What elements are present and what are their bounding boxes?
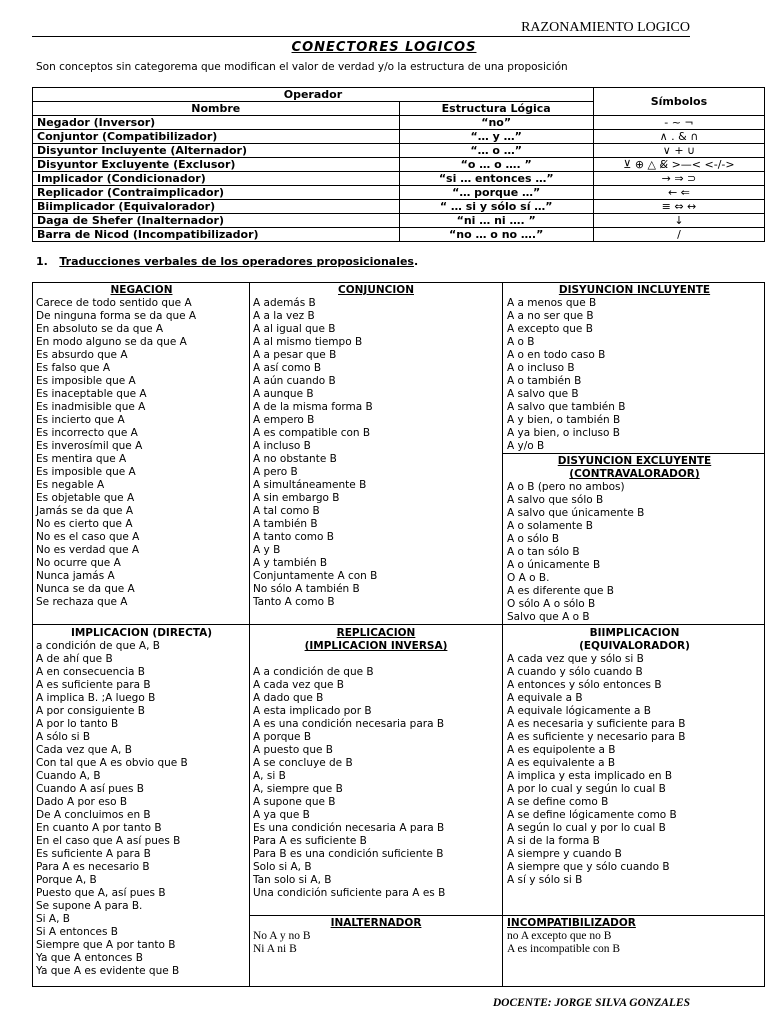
- operator-row: [33, 116, 765, 130]
- biimplicacion-cell: [507, 627, 762, 887]
- operator-symbols: → ⇒ ⊃: [593, 172, 764, 186]
- negacion-item: Es inverosímil que A: [36, 440, 143, 452]
- operator-name: Biimplicador (Equivalorador): [33, 200, 400, 214]
- disyuncion-excluyente-item: A salvo que únicamente B: [507, 507, 645, 519]
- biimplicacion-item: A cada vez que y sólo si B: [507, 653, 644, 665]
- implicacion-title: IMPLICACION (DIRECTA): [70, 627, 213, 639]
- replicacion-item: Solo si A, B: [253, 861, 312, 873]
- disyuncion-incluyente-item: A a no ser que B: [507, 310, 594, 322]
- negacion-item: De ninguna forma se da que A: [36, 310, 197, 322]
- operator-name: Disyuntor Excluyente (Exclusor): [33, 158, 400, 172]
- translations-grid: [32, 282, 765, 987]
- biimplicacion-item: A es equivalente a B: [507, 757, 616, 769]
- operator-row: [33, 144, 765, 158]
- negacion-item: Nunca se da que A: [36, 583, 135, 595]
- conjuncion-item: A así como B: [253, 362, 322, 374]
- replicacion-item: A esta implicado por B: [253, 705, 372, 717]
- header-title: RAZONAMIENTO LOGICO: [521, 20, 690, 35]
- conjuncion-item: A tanto como B: [253, 531, 334, 543]
- operators-table: [32, 87, 765, 242]
- disyuncion-excluyente-item: A o únicamente B: [507, 559, 601, 571]
- operator-symbols: /: [593, 228, 764, 242]
- docente: DOCENTE: JORGE SILVA GONZALES: [492, 997, 690, 1009]
- negacion-item: Nunca jamás A: [36, 570, 115, 582]
- conjuncion-item: A tal como B: [253, 505, 320, 517]
- conjuncion-item: A de la misma forma B: [253, 401, 373, 413]
- disyuncion-incluyente-item: A o también B: [507, 375, 582, 387]
- conjuncion-item: A aún cuando B: [253, 375, 336, 387]
- implicacion-item: Ya que A entonces B: [36, 952, 143, 964]
- negacion-item: No es cierto que A: [36, 518, 133, 530]
- grid-divider: [503, 453, 764, 454]
- implicacion-item: A es suficiente para B: [36, 679, 151, 691]
- conjuncion-item: No sólo A también B: [253, 583, 360, 595]
- replicacion-item: A ya que B: [253, 809, 310, 821]
- implicacion-item: Cuando A, B: [36, 770, 101, 782]
- implicacion-item: Dado A por eso B: [36, 796, 128, 808]
- biimplicacion-item: A por lo cual y según lo cual B: [507, 783, 666, 795]
- operator-symbols: ∨ + ∪: [593, 144, 764, 158]
- operator-name: Daga de Shefer (Inalternador): [33, 214, 400, 228]
- operator-structure: “ … si y sólo sí …”: [399, 200, 593, 214]
- negacion-item: Es incorrecto que A: [36, 427, 138, 439]
- disyuncion-incluyente-item: A ya bien, o incluso B: [507, 427, 620, 439]
- conjuncion-item: A simultáneamente B: [253, 479, 367, 491]
- conjuncion-title: CONJUNCION: [338, 284, 414, 296]
- replicacion-item: A cada vez que B: [253, 679, 345, 691]
- conjuncion-cell: [253, 284, 499, 609]
- disyuncion-incluyente-item: A o incluso B: [507, 362, 575, 374]
- implicacion-item: Para A es necesario B: [36, 861, 150, 873]
- conjuncion-item: A además B: [253, 297, 316, 309]
- negacion-item: Se rechaza que A: [36, 596, 128, 608]
- negacion-item: Es imposible que A: [36, 466, 136, 478]
- implicacion-item: Ya que A es evidente que B: [36, 965, 180, 977]
- disyuncion-incluyente-item: A o B: [507, 336, 535, 348]
- inalternador-cell: [253, 917, 499, 956]
- operator-symbols: ∧ . & ∩: [593, 130, 764, 144]
- conjuncion-item: A al mismo tiempo B: [253, 336, 363, 348]
- replicacion-subtitle: (IMPLICACION INVERSA): [304, 640, 448, 652]
- negacion-item: No ocurre que A: [36, 557, 121, 569]
- operator-structure: “si … entonces …”: [399, 172, 593, 186]
- operator-symbols: ← ⇐: [593, 186, 764, 200]
- conjuncion-item: A es compatible con B: [253, 427, 371, 439]
- replicacion-item: A a condición de que B: [253, 666, 374, 678]
- replicacion-item: A puesto que B: [253, 744, 333, 756]
- operator-row: [33, 214, 765, 228]
- disyuncion-excluyente-item: A o tan sólo B: [507, 546, 580, 558]
- disyuncion-excluyente-item: A o solamente B: [507, 520, 593, 532]
- operator-name: Barra de Nicod (Incompatibilizador): [33, 228, 400, 242]
- disyuncion-excluyente-title: DISYUNCION EXCLUYENTE: [557, 455, 712, 467]
- grid-divider: [250, 915, 764, 916]
- biimplicacion-item: A es necesaria y suficiente para B: [507, 718, 686, 730]
- implicacion-item: En el caso que A así pues B: [36, 835, 181, 847]
- operator-structure: “… porque …”: [399, 186, 593, 200]
- disyuncion-excluyente-item: A es diferente que B: [507, 585, 614, 597]
- operator-structure: “o … o …. ”: [399, 158, 593, 172]
- operator-symbols: ≡ ⇔ ↔: [593, 200, 764, 214]
- implicacion-item: A implica B. ;A luego B: [36, 692, 156, 704]
- disyuncion-incluyente-item: A y bien, o también B: [507, 414, 621, 426]
- implicacion-item: Cuando A así pues B: [36, 783, 144, 795]
- replicacion-item: A, si B: [253, 770, 286, 782]
- implicacion-item: A en consecuencia B: [36, 666, 145, 678]
- header-rule: [32, 36, 690, 37]
- operator-structure: “… o …”: [399, 144, 593, 158]
- section-title: Traducciones verbales de los operadores proposicionales: [59, 255, 414, 268]
- conjuncion-item: A al igual que B: [253, 323, 336, 335]
- negacion-item: No es el caso que A: [36, 531, 140, 543]
- negacion-title: NEGACION: [110, 284, 173, 296]
- operator-structure: “no … o no ….”: [399, 228, 593, 242]
- replicacion-item: Para B es una condición suficiente B: [253, 848, 444, 860]
- biimplicacion-item: A sí y sólo si B: [507, 874, 583, 886]
- implicacion-item: Siempre que A por tanto B: [36, 939, 176, 951]
- incompatibilizador-item: no A excepto que no B: [507, 930, 612, 942]
- conjuncion-item: A empero B: [253, 414, 315, 426]
- conjuncion-item: Conjuntamente A con B: [253, 570, 378, 582]
- replicacion-item: A es una condición necesaria para B: [253, 718, 445, 730]
- negacion-item: Es falso que A: [36, 362, 111, 374]
- implicacion-item: Se supone A para B.: [36, 900, 143, 912]
- header-simbolos: Símbolos: [593, 88, 764, 116]
- operator-symbols: - ~ ¬: [593, 116, 764, 130]
- implicacion-cell: [36, 627, 247, 978]
- biimplicacion-subtitle: (EQUIVALORADOR): [579, 640, 690, 652]
- biimplicacion-item: A siempre y cuando B: [507, 848, 622, 860]
- replicacion-item: A supone que B: [253, 796, 336, 808]
- conjuncion-item: A a la vez B: [253, 310, 315, 322]
- biimplicacion-item: A si de la forma B: [507, 835, 600, 847]
- implicacion-item: A de ahí que B: [36, 653, 113, 665]
- implicacion-item: En cuanto A por tanto B: [36, 822, 162, 834]
- replicacion-item: Una condición suficiente para A es B: [253, 887, 446, 899]
- negacion-item: Jamás se da que A: [36, 505, 134, 517]
- operator-row: [33, 228, 765, 242]
- replicacion-item: A porque B: [253, 731, 312, 743]
- conjuncion-item: A también B: [253, 518, 318, 530]
- disyuncion-incluyente-cell: [507, 284, 762, 453]
- biimplicacion-item: A es equipolente a B: [507, 744, 616, 756]
- implicacion-item: a condición de que A, B: [36, 640, 160, 652]
- negacion-item: Es mentira que A: [36, 453, 127, 465]
- biimplicacion-item: A implica y esta implicado en B: [507, 770, 673, 782]
- operator-symbols: ↓: [593, 214, 764, 228]
- operator-row: [33, 200, 765, 214]
- negacion-item: Es imposible que A: [36, 375, 136, 387]
- replicacion-item: Es una condición necesaria A para B: [253, 822, 445, 834]
- operator-row: [33, 130, 765, 144]
- biimplicacion-item: A se define lógicamente como B: [507, 809, 677, 821]
- biimplicacion-item: A equivale a B: [507, 692, 583, 704]
- biimplicacion-item: A siempre que y sólo cuando B: [507, 861, 670, 873]
- implicacion-item: Con tal que A es obvio que B: [36, 757, 188, 769]
- inalternador-title: INALTERNADOR: [330, 917, 422, 929]
- conjuncion-item: A incluso B: [253, 440, 311, 452]
- biimplicacion-item: A cuando y sólo cuando B: [507, 666, 643, 678]
- replicacion-item: Para A es suficiente B: [253, 835, 367, 847]
- replicacion-title: REPLICACION: [336, 627, 416, 639]
- negacion-item: Es inadmisible que A: [36, 401, 146, 413]
- disyuncion-incluyente-item: A o en todo caso B: [507, 349, 606, 361]
- disyuncion-incluyente-item: A y/o B: [507, 440, 545, 452]
- negacion-item: En absoluto se da que A: [36, 323, 164, 335]
- operator-structure: “… y …”: [399, 130, 593, 144]
- doc-title: CONECTORES LOGICOS: [291, 40, 477, 55]
- disyuncion-incluyente-item: A excepto que B: [507, 323, 593, 335]
- operator-row: [33, 186, 765, 200]
- grid-divider: [502, 283, 503, 986]
- replicacion-item: A, siempre que B: [253, 783, 343, 795]
- replicacion-cell: [253, 627, 499, 900]
- negacion-item: No es verdad que A: [36, 544, 140, 556]
- conjuncion-item: A pero B: [253, 466, 298, 478]
- operator-row: [33, 172, 765, 186]
- header-nombre: Nombre: [33, 102, 400, 116]
- incompatibilizador-item: A es incompatible con B: [507, 943, 621, 955]
- implicacion-item: Si A entonces B: [36, 926, 118, 938]
- biimplicacion-item: A es suficiente y necesario para B: [507, 731, 686, 743]
- conjuncion-item: A y B: [253, 544, 281, 556]
- operator-symbols: ⊻ ⊕ △ &̸ >—< <-/->: [593, 158, 764, 172]
- negacion-item: Es objetable que A: [36, 492, 135, 504]
- negacion-item: Es inaceptable que A: [36, 388, 147, 400]
- disyuncion-incluyente-item: A a menos que B: [507, 297, 597, 309]
- negacion-item: Es absurdo que A: [36, 349, 128, 361]
- negacion-item: Es incierto que A: [36, 414, 125, 426]
- biimplicacion-item: A entonces y sólo entonces B: [507, 679, 662, 691]
- operator-name: Replicador (Contraimplicador): [33, 186, 400, 200]
- negacion-item: Carece de todo sentido que A: [36, 297, 192, 309]
- operator-name: Conjuntor (Compatibilizador): [33, 130, 400, 144]
- section-period: .: [413, 255, 419, 268]
- implicacion-item: De A concluimos en B: [36, 809, 151, 821]
- disyuncion-excluyente-item: A salvo que sólo B: [507, 494, 604, 506]
- section-1-heading: [36, 255, 418, 268]
- grid-divider: [33, 624, 764, 625]
- incompatibilizador-cell: [507, 917, 762, 956]
- disyuncion-excluyente-item: O A o B.: [507, 572, 550, 584]
- doc-intro: Son conceptos sin categorema que modifican el valor de verdad y/o la estructura de una proposición: [36, 61, 568, 73]
- implicacion-item: Si A, B: [36, 913, 70, 925]
- conjuncion-item: A sin embargo B: [253, 492, 340, 504]
- inalternador-item: No A y no B: [253, 930, 311, 942]
- operator-name: Negador (Inversor): [33, 116, 400, 130]
- grid-divider: [249, 283, 250, 986]
- header-operador: Operador: [33, 88, 594, 102]
- disyuncion-excluyente-item: Salvo que A o B: [507, 611, 590, 623]
- inalternador-item: Ni A ni B: [253, 943, 297, 955]
- biimplicacion-title: BIIMPLICACION: [589, 627, 680, 639]
- conjuncion-item: A aunque B: [253, 388, 314, 400]
- disyuncion-incluyente-item: A salvo que también B: [507, 401, 626, 413]
- section-number: 1.: [36, 255, 48, 268]
- biimplicacion-item: A se define como B: [507, 796, 609, 808]
- biimplicacion-item: A según lo cual y por lo cual B: [507, 822, 666, 834]
- implicacion-item: A por lo tanto B: [36, 718, 119, 730]
- implicacion-item: Porque A, B: [36, 874, 97, 886]
- conjuncion-item: A a pesar que B: [253, 349, 337, 361]
- disyuncion-excluyente-subtitle: (CONTRAVALORADOR): [569, 468, 700, 480]
- header-estructura: Estructura Lógica: [399, 102, 593, 116]
- operator-row: [33, 158, 765, 172]
- incompatibilizador-title: INCOMPATIBILIZADOR: [507, 917, 636, 929]
- operator-structure: “ni … ni …. ”: [399, 214, 593, 228]
- negacion-item: En modo alguno se da que A: [36, 336, 187, 348]
- implicacion-item: Es suficiente A para B: [36, 848, 151, 860]
- implicacion-item: Puesto que A, así pues B: [36, 887, 166, 899]
- operator-name: Implicador (Condicionador): [33, 172, 400, 186]
- negacion-cell: [36, 284, 247, 609]
- biimplicacion-item: A equivale lógicamente a B: [507, 705, 651, 717]
- implicacion-item: A sólo si B: [36, 731, 91, 743]
- negacion-item: Es negable A: [36, 479, 105, 491]
- replicacion-item: A se concluye de B: [253, 757, 353, 769]
- disyuncion-incluyente-title: DISYUNCION INCLUYENTE: [558, 284, 711, 296]
- conjuncion-item: Tanto A como B: [253, 596, 335, 608]
- disyuncion-excluyente-item: A o sólo B: [507, 533, 560, 545]
- conjuncion-item: A y también B: [253, 557, 328, 569]
- conjuncion-item: A no obstante B: [253, 453, 337, 465]
- disyuncion-excluyente-item: A o B (pero no ambos): [507, 481, 625, 493]
- replicacion-item: Tan solo si A, B: [253, 874, 332, 886]
- implicacion-item: Cada vez que A, B: [36, 744, 132, 756]
- disyuncion-incluyente-item: A salvo que B: [507, 388, 579, 400]
- disyuncion-excluyente-cell: [507, 455, 762, 624]
- replicacion-item: A dado que B: [253, 692, 324, 704]
- operator-structure: “no”: [399, 116, 593, 130]
- implicacion-item: A por consiguiente B: [36, 705, 145, 717]
- disyuncion-excluyente-item: O sólo A o sólo B: [507, 598, 596, 610]
- operator-name: Disyuntor Incluyente (Alternador): [33, 144, 400, 158]
